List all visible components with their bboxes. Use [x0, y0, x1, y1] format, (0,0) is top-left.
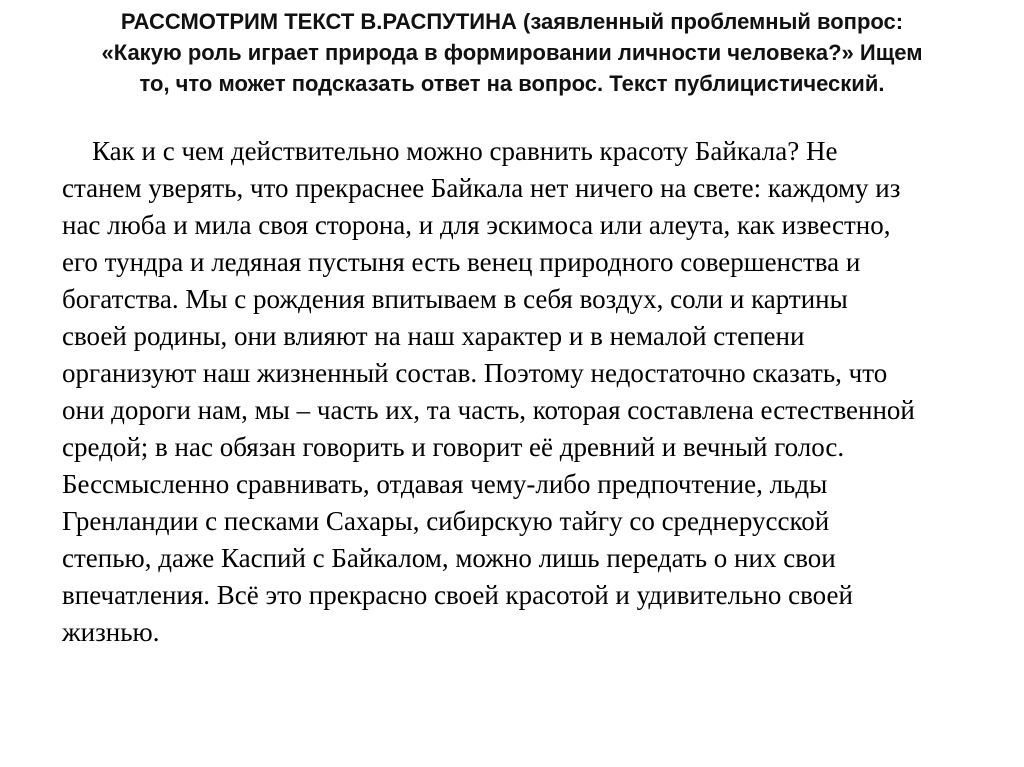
slide-title — [0, 6, 1024, 99]
body-text-line: впечатления. Всё это прекрасно своей красотой и удивительно своей — [62, 580, 853, 610]
slide-title-line-1: РАССМОТРИМ ТЕКСТ В.РАСПУТИНА (заявленный проблемный вопрос: — [120, 9, 904, 34]
body-text-line: организуют наш жизненный состав. Поэтому недостаточно сказать, что — [62, 358, 888, 388]
body-text-line: нас люба и мила своя сторона, и для эскимоса или алеута, как известно, — [62, 210, 891, 240]
body-text-line: они дороги нам, мы – часть их, та часть, которая составлена естественной — [62, 395, 915, 425]
body-text-line: его тундра и ледяная пустыня есть венец природного совершенства и — [62, 247, 861, 277]
body-text-line: жизнью. — [62, 617, 160, 647]
body-text-line: своей родины, они влияют на наш характер и в немалой степени — [62, 321, 805, 351]
slide-title-line-2: «Какую роль играет природа в формировании личности человека?» Ищем — [101, 40, 923, 65]
body-text-line: средой; в нас обязан говорить и говорит её древний и вечный голос. — [62, 432, 845, 462]
body-text-line: Гренландии с песками Сахары, сибирскую тайгу со среднерусской — [62, 506, 830, 536]
body-text-line: Как и с чем действительно можно сравнить красоту Байкала? Не — [92, 136, 838, 166]
body-text-line: степью, даже Каспий с Байкалом, можно лишь передать о них свои — [62, 543, 836, 573]
body-text-line: станем уверять, что прекраснее Байкала нет ничего на свете: каждому из — [62, 173, 901, 203]
body-text-line: богатства. Мы с рождения впитываем в себя воздух, соли и картины — [62, 284, 848, 314]
slide-title-line-3: то, что может подсказать ответ на вопрос. Текст публицистический. — [139, 71, 885, 96]
slide-body-paragraph — [62, 133, 982, 651]
body-text-line: Бессмысленно сравнивать, отдавая чему-либо предпочтение, льды — [62, 469, 828, 499]
